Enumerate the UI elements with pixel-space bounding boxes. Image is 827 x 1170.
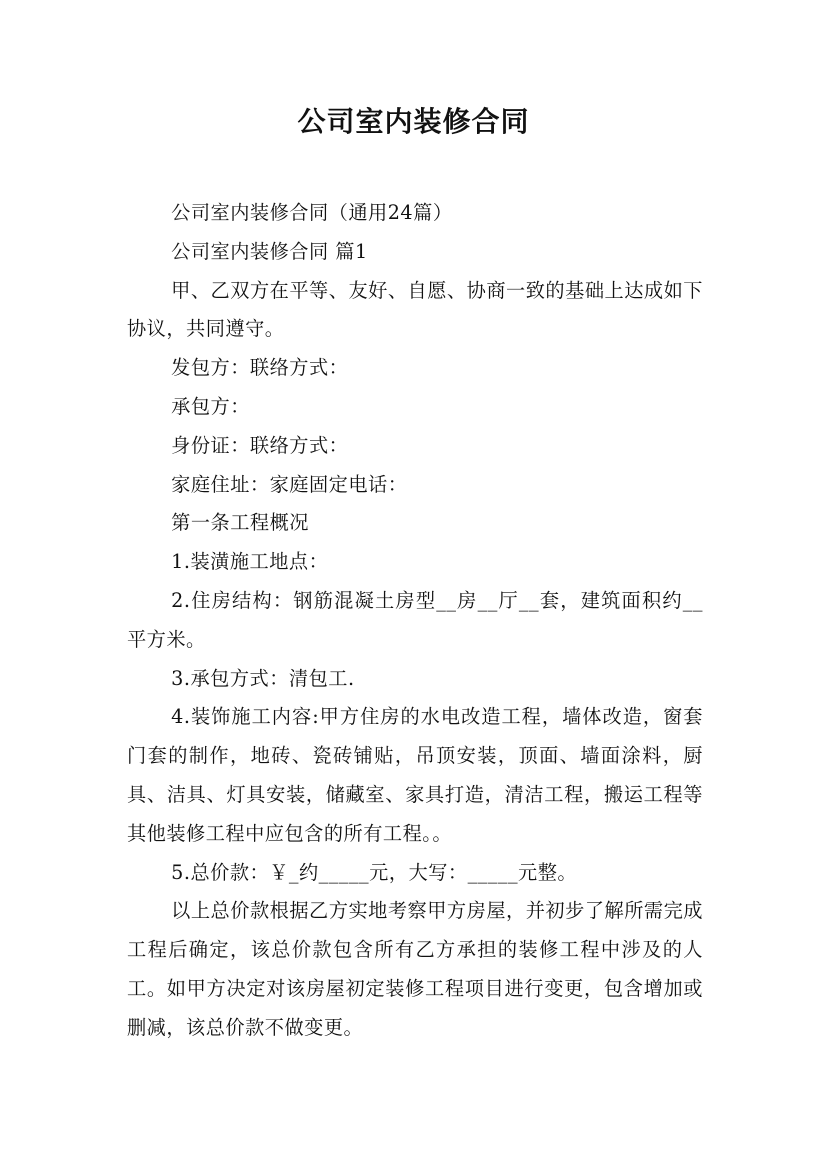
paragraph-agreement: 甲、乙双方在平等、友好、自愿、协商一致的基础上达成如下协议，共同遵守。 [127, 278, 703, 341]
paragraph-item-4: 4.装饰施工内容:甲方住房的水电改造工程，墙体改造，窗套门套的制作，地砖、瓷砖铺贴，吊顶安装，顶面、墙面涂料，厨具、洁具、灯具安装，储藏室、家具打造，清洁工程，搬运工程等其他装修工程中应包含的所有工程。。 [127, 705, 703, 845]
paragraph-contractor-field: 发包方：联络方式： [171, 356, 349, 380]
paragraph-address-field: 家庭住址：家庭固定电话： [171, 472, 408, 496]
paragraph-item-3: 3.承包方式：清包工. [171, 666, 355, 690]
paragraph-subtitle: 公司室内装修合同（通用24篇） [171, 201, 453, 224]
document-title: 公司室内装修合同 [297, 105, 530, 138]
paragraph-price-note: 以上总价款根据乙方实地考察甲方房屋，并初步了解所需完成工程后确定，该总价款包含所有乙方承担的装修工程中涉及的人工。如甲方决定对该房屋初定装修工程项目进行变更，包含增加或删减，该总价款不做变更。 [127, 899, 703, 1039]
document-body [127, 194, 703, 1048]
paragraph-item-5: 5.总价款：￥_约_____元，大写：_____元整。 [171, 860, 578, 884]
paragraph-section-heading: 公司室内装修合同 篇1 [171, 239, 368, 263]
paragraph-item-2: 2.住房结构：钢筋混凝土房型__房__厅__套，建筑面积约__平方米。 [127, 588, 703, 651]
paragraph-contractee-field: 承包方： [171, 394, 250, 418]
paragraph-id-field: 身份证：联络方式： [171, 433, 349, 457]
paragraph-item-1: 1.装潢施工地点： [171, 550, 329, 574]
paragraph-article-heading: 第一条工程概况 [171, 511, 309, 535]
